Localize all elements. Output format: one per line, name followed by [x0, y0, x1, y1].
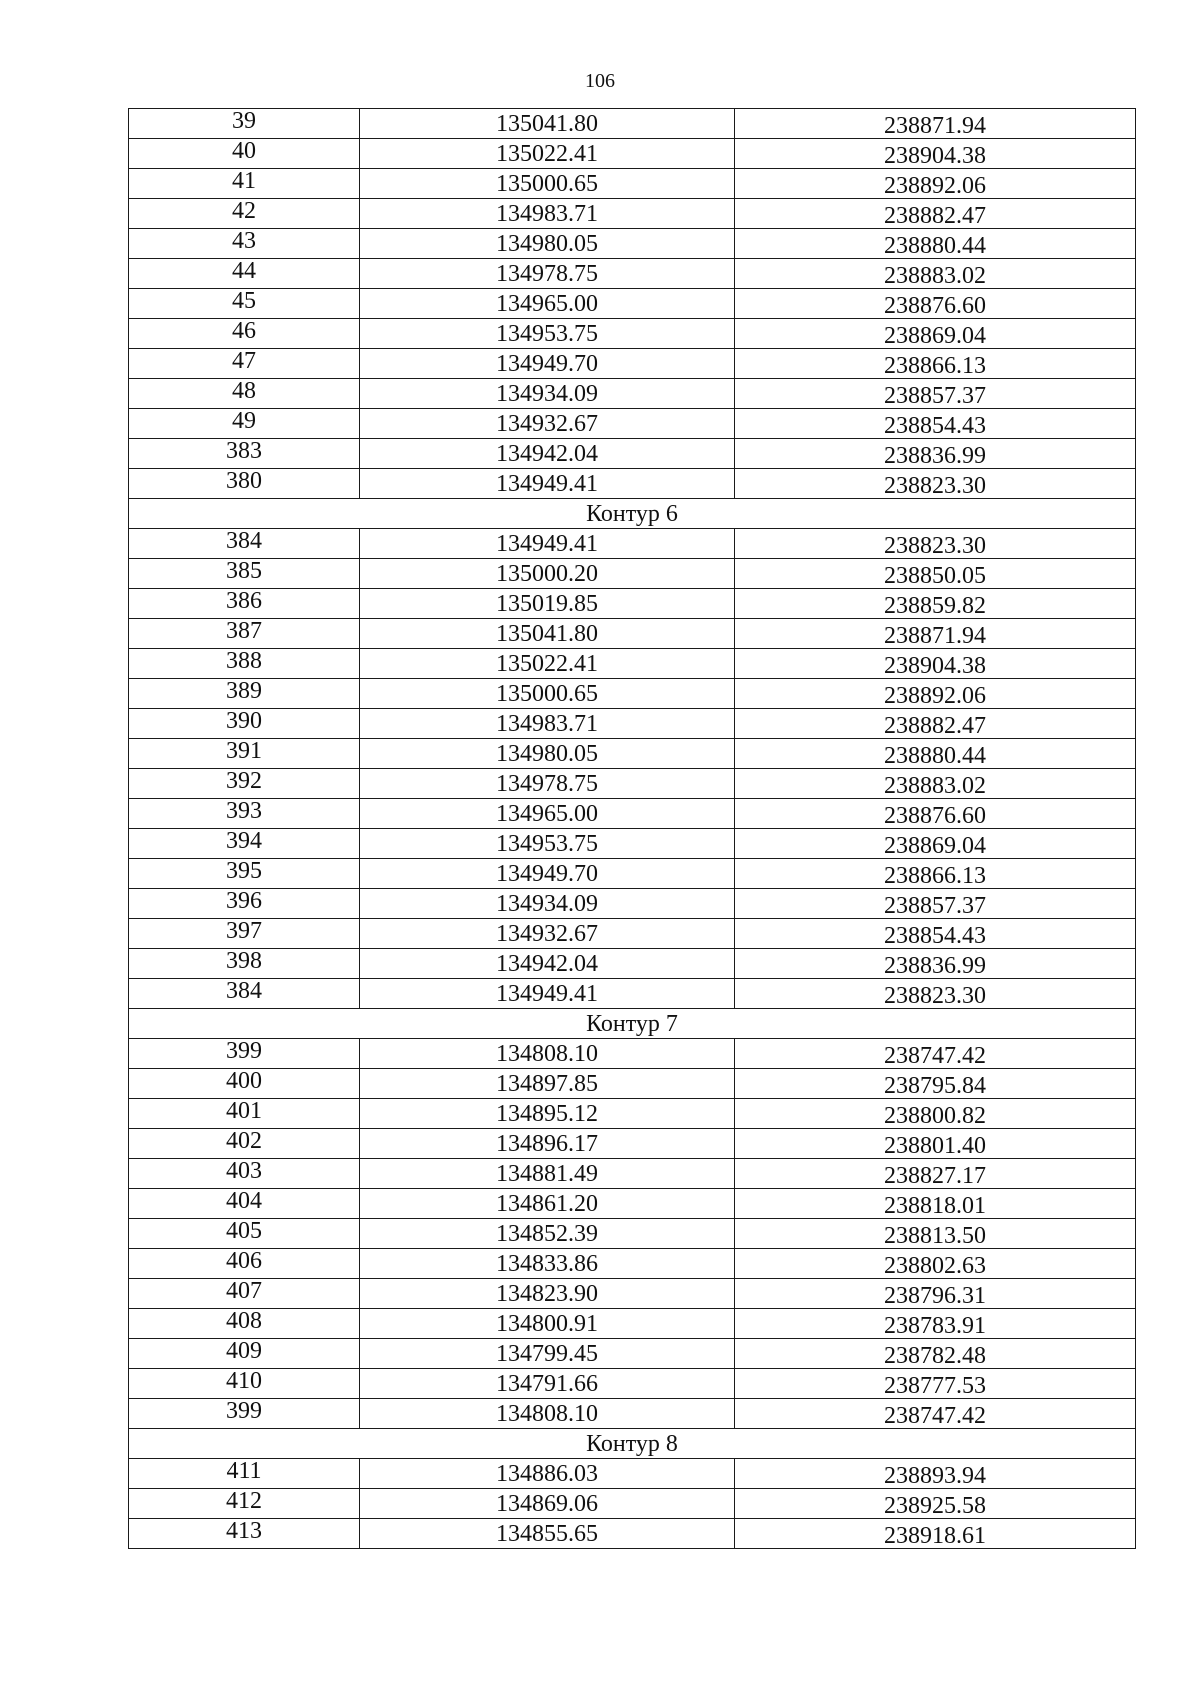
y-coordinate: 238857.37	[735, 379, 1136, 409]
x-coordinate: 134886.03	[360, 1459, 735, 1489]
x-coordinate: 134949.41	[360, 469, 735, 499]
point-number: 391	[129, 739, 360, 769]
page-number: 106	[585, 70, 615, 92]
x-coordinate: 134896.17	[360, 1129, 735, 1159]
table-row	[129, 1099, 1136, 1129]
table-row	[129, 1249, 1136, 1279]
contour-header-row	[129, 499, 1136, 529]
x-coordinate: 135022.41	[360, 139, 735, 169]
table-row	[129, 709, 1136, 739]
x-coordinate: 134942.04	[360, 439, 735, 469]
x-coordinate: 134833.86	[360, 1249, 735, 1279]
table-row	[129, 1219, 1136, 1249]
table-row	[129, 1399, 1136, 1429]
point-number: 410	[129, 1369, 360, 1399]
y-coordinate: 238876.60	[735, 289, 1136, 319]
table-row	[129, 379, 1136, 409]
table-row	[129, 799, 1136, 829]
y-coordinate: 238747.42	[735, 1039, 1136, 1069]
y-coordinate: 238883.02	[735, 259, 1136, 289]
y-coordinate: 238925.58	[735, 1489, 1136, 1519]
y-coordinate: 238782.48	[735, 1339, 1136, 1369]
x-coordinate: 134965.00	[360, 799, 735, 829]
point-number: 47	[129, 349, 360, 379]
y-coordinate: 238892.06	[735, 169, 1136, 199]
y-coordinate: 238904.38	[735, 649, 1136, 679]
table-row	[129, 559, 1136, 589]
y-coordinate: 238880.44	[735, 229, 1136, 259]
y-coordinate: 238871.94	[735, 619, 1136, 649]
table-row	[129, 349, 1136, 379]
table-row	[129, 739, 1136, 769]
x-coordinate: 134852.39	[360, 1219, 735, 1249]
y-coordinate: 238871.94	[735, 109, 1136, 139]
x-coordinate: 134791.66	[360, 1369, 735, 1399]
point-number: 397	[129, 919, 360, 949]
coordinates-table	[128, 108, 1136, 1549]
y-coordinate: 238823.30	[735, 529, 1136, 559]
y-coordinate: 238800.82	[735, 1099, 1136, 1129]
table-row	[129, 439, 1136, 469]
point-number: 389	[129, 679, 360, 709]
x-coordinate: 135022.41	[360, 649, 735, 679]
point-number: 408	[129, 1309, 360, 1339]
x-coordinate: 134942.04	[360, 949, 735, 979]
x-coordinate: 134932.67	[360, 919, 735, 949]
table-row	[129, 409, 1136, 439]
y-coordinate: 238893.94	[735, 1459, 1136, 1489]
y-coordinate: 238866.13	[735, 859, 1136, 889]
x-coordinate: 134980.05	[360, 229, 735, 259]
x-coordinate: 135019.85	[360, 589, 735, 619]
contour-label: Контур 7	[129, 1009, 1136, 1039]
table-row	[129, 319, 1136, 349]
point-number: 394	[129, 829, 360, 859]
point-number: 401	[129, 1099, 360, 1129]
table-row	[129, 139, 1136, 169]
point-number: 393	[129, 799, 360, 829]
y-coordinate: 238866.13	[735, 349, 1136, 379]
point-number: 384	[129, 529, 360, 559]
table-row	[129, 1279, 1136, 1309]
y-coordinate: 238876.60	[735, 799, 1136, 829]
point-number: 387	[129, 619, 360, 649]
x-coordinate: 134965.00	[360, 289, 735, 319]
x-coordinate: 134800.91	[360, 1309, 735, 1339]
table-row	[129, 169, 1136, 199]
coordinates-table-body	[129, 109, 1136, 1549]
point-number: 384	[129, 979, 360, 1009]
y-coordinate: 238892.06	[735, 679, 1136, 709]
y-coordinate: 238747.42	[735, 1399, 1136, 1429]
table-row	[129, 829, 1136, 859]
y-coordinate: 238918.61	[735, 1519, 1136, 1549]
point-number: 390	[129, 709, 360, 739]
x-coordinate: 134949.70	[360, 349, 735, 379]
contour-header-row	[129, 1009, 1136, 1039]
point-number: 399	[129, 1399, 360, 1429]
y-coordinate: 238869.04	[735, 829, 1136, 859]
point-number: 403	[129, 1159, 360, 1189]
x-coordinate: 134881.49	[360, 1159, 735, 1189]
point-number: 386	[129, 589, 360, 619]
x-coordinate: 134978.75	[360, 769, 735, 799]
table-row	[129, 949, 1136, 979]
point-number: 399	[129, 1039, 360, 1069]
point-number: 413	[129, 1519, 360, 1549]
x-coordinate: 134953.75	[360, 319, 735, 349]
point-number: 39	[129, 109, 360, 139]
table-row	[129, 1069, 1136, 1099]
point-number: 43	[129, 229, 360, 259]
x-coordinate: 134808.10	[360, 1039, 735, 1069]
x-coordinate: 134949.41	[360, 529, 735, 559]
y-coordinate: 238882.47	[735, 709, 1136, 739]
table-row	[129, 859, 1136, 889]
y-coordinate: 238836.99	[735, 439, 1136, 469]
table-row	[129, 289, 1136, 319]
y-coordinate: 238801.40	[735, 1129, 1136, 1159]
table-row	[129, 619, 1136, 649]
point-number: 407	[129, 1279, 360, 1309]
contour-label: Контур 8	[129, 1429, 1136, 1459]
point-number: 385	[129, 559, 360, 589]
y-coordinate: 238850.05	[735, 559, 1136, 589]
table-row	[129, 1189, 1136, 1219]
point-number: 411	[129, 1459, 360, 1489]
x-coordinate: 135041.80	[360, 109, 735, 139]
table-row	[129, 1519, 1136, 1549]
y-coordinate: 238795.84	[735, 1069, 1136, 1099]
table-row	[129, 229, 1136, 259]
table-row	[129, 259, 1136, 289]
y-coordinate: 238783.91	[735, 1309, 1136, 1339]
table-row	[129, 979, 1136, 1009]
point-number: 42	[129, 199, 360, 229]
x-coordinate: 135000.65	[360, 679, 735, 709]
x-coordinate: 134895.12	[360, 1099, 735, 1129]
y-coordinate: 238857.37	[735, 889, 1136, 919]
point-number: 406	[129, 1249, 360, 1279]
table-row	[129, 1339, 1136, 1369]
point-number: 383	[129, 439, 360, 469]
y-coordinate: 238813.50	[735, 1219, 1136, 1249]
table-row	[129, 589, 1136, 619]
point-number: 402	[129, 1129, 360, 1159]
contour-label: Контур 6	[129, 499, 1136, 529]
table-row	[129, 889, 1136, 919]
x-coordinate: 134861.20	[360, 1189, 735, 1219]
table-row	[129, 1309, 1136, 1339]
x-coordinate: 134823.90	[360, 1279, 735, 1309]
x-coordinate: 134980.05	[360, 739, 735, 769]
x-coordinate: 134934.09	[360, 379, 735, 409]
point-number: 396	[129, 889, 360, 919]
table-row	[129, 109, 1136, 139]
y-coordinate: 238836.99	[735, 949, 1136, 979]
y-coordinate: 238854.43	[735, 919, 1136, 949]
table-row	[129, 679, 1136, 709]
table-row	[129, 649, 1136, 679]
point-number: 405	[129, 1219, 360, 1249]
table-row	[129, 1489, 1136, 1519]
point-number: 398	[129, 949, 360, 979]
x-coordinate: 135041.80	[360, 619, 735, 649]
y-coordinate: 238823.30	[735, 979, 1136, 1009]
point-number: 404	[129, 1189, 360, 1219]
point-number: 409	[129, 1339, 360, 1369]
table-row	[129, 199, 1136, 229]
table-row	[129, 469, 1136, 499]
x-coordinate: 134978.75	[360, 259, 735, 289]
point-number: 48	[129, 379, 360, 409]
x-coordinate: 134799.45	[360, 1339, 735, 1369]
table-row	[129, 1459, 1136, 1489]
y-coordinate: 238882.47	[735, 199, 1136, 229]
y-coordinate: 238869.04	[735, 319, 1136, 349]
point-number: 380	[129, 469, 360, 499]
point-number: 49	[129, 409, 360, 439]
table-row	[129, 1129, 1136, 1159]
x-coordinate: 134949.70	[360, 859, 735, 889]
point-number: 44	[129, 259, 360, 289]
table-row	[129, 1039, 1136, 1069]
x-coordinate: 135000.20	[360, 559, 735, 589]
x-coordinate: 135000.65	[360, 169, 735, 199]
y-coordinate: 238883.02	[735, 769, 1136, 799]
table-row	[129, 1159, 1136, 1189]
point-number: 45	[129, 289, 360, 319]
point-number: 392	[129, 769, 360, 799]
point-number: 46	[129, 319, 360, 349]
table-row	[129, 919, 1136, 949]
x-coordinate: 134897.85	[360, 1069, 735, 1099]
point-number: 412	[129, 1489, 360, 1519]
y-coordinate: 238880.44	[735, 739, 1136, 769]
x-coordinate: 134932.67	[360, 409, 735, 439]
y-coordinate: 238796.31	[735, 1279, 1136, 1309]
x-coordinate: 134949.41	[360, 979, 735, 1009]
point-number: 388	[129, 649, 360, 679]
x-coordinate: 134953.75	[360, 829, 735, 859]
y-coordinate: 238904.38	[735, 139, 1136, 169]
y-coordinate: 238854.43	[735, 409, 1136, 439]
point-number: 400	[129, 1069, 360, 1099]
table-row	[129, 1369, 1136, 1399]
table-row	[129, 529, 1136, 559]
y-coordinate: 238818.01	[735, 1189, 1136, 1219]
x-coordinate: 134983.71	[360, 709, 735, 739]
y-coordinate: 238777.53	[735, 1369, 1136, 1399]
y-coordinate: 238823.30	[735, 469, 1136, 499]
point-number: 395	[129, 859, 360, 889]
x-coordinate: 134808.10	[360, 1399, 735, 1429]
y-coordinate: 238802.63	[735, 1249, 1136, 1279]
y-coordinate: 238859.82	[735, 589, 1136, 619]
table-row	[129, 769, 1136, 799]
x-coordinate: 134869.06	[360, 1489, 735, 1519]
contour-header-row	[129, 1429, 1136, 1459]
x-coordinate: 134934.09	[360, 889, 735, 919]
x-coordinate: 134983.71	[360, 199, 735, 229]
y-coordinate: 238827.17	[735, 1159, 1136, 1189]
x-coordinate: 134855.65	[360, 1519, 735, 1549]
point-number: 41	[129, 169, 360, 199]
point-number: 40	[129, 139, 360, 169]
